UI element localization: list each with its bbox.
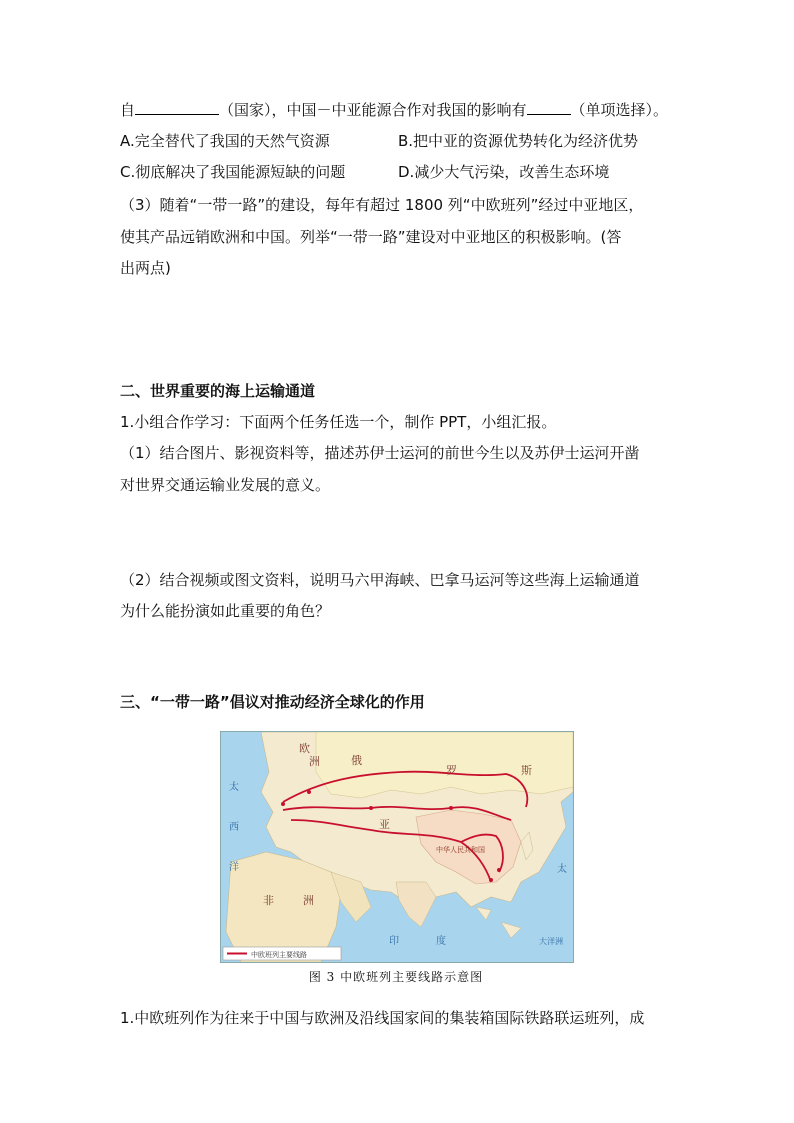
section2-item2-line1: （2）结合视频或图文资料，说明马六甲海峡、巴拿马运河等这些海上运输通道 [120,571,640,589]
map-label-africa-2: 洲 [303,894,314,907]
section2-item1-line2: 对世界交通运输业发展的意义。 [120,476,331,494]
option-b: B.把中亚的资源优势转化为经济优势 [398,132,639,150]
section2-item1-line1: （1）结合图片、影视资料等，描述苏伊士运河的前世今生以及苏伊士运河开凿 [120,444,640,462]
section2-heading: 二、世界重要的海上运输通道 [120,382,316,400]
q3-line-3: 出两点) [120,259,171,277]
map-label-atlantic-2: 西 [229,822,239,833]
map-label-russia-2: 罗 [446,764,457,777]
city-dot [369,806,373,810]
section3-paragraph: 1.中欧班列作为往来于中国与欧洲及沿线国家间的集装箱国际铁路联运班列，成 [120,1009,645,1027]
map-legend-label: 中欧班列主要线路 [251,951,307,959]
city-dot [489,878,493,882]
q2-intro-post: （单项选择）。 [570,101,669,119]
map-svg [221,732,573,962]
city-dot [281,802,285,806]
map-label-oceania: 大洋洲 [539,937,563,946]
map-label-atlantic-1: 太 [229,782,239,793]
option-a: A.完全替代了我国的天然气资源 [120,132,330,150]
map-label-atlantic-3: 洋 [229,862,239,873]
map-label-russia-3: 斯 [521,764,532,777]
city-dot [307,790,311,794]
map-label-europe-1: 欧 [299,742,310,755]
map-label-russia-1: 俄 [351,754,362,767]
q2-intro-mid: （国家），中国－中亚能源合作对我国的影响有 [219,101,527,119]
map-label-china: 中华人民共和国 [436,846,485,854]
city-dot [497,868,501,872]
q2-intro-line [120,100,668,120]
section2-task: 1.小组合作学习：下面两个任务任选一个，制作 PPT，小组汇报。 [120,413,557,431]
section3-heading: 三、“一带一路”倡议对推动经济全球化的作用 [120,693,425,711]
map-caption: 图 3 中欧班列主要线路示意图 [308,970,484,984]
map-label-europe-2: 洲 [309,755,320,768]
map-label-india-1: 印 [389,936,399,947]
answer-blank-country[interactable] [135,100,219,115]
india-landmass [396,882,436,927]
option-c: C.彻底解决了我国能源短缺的问题 [120,163,346,181]
answer-blank-choice[interactable] [527,100,571,115]
china-europe-railway-map [220,731,574,963]
map-label-asia: 亚 [379,818,390,831]
q3-line-1: （3）随着“一带一路”的建设，每年有超过 1800 列“中欧班列”经过中亚地区， [120,196,644,214]
q2-intro-pre: 自 [120,101,136,119]
map-label-pacific: 太 [557,864,567,875]
map-label-africa-1: 非 [263,894,274,907]
q3-line-2: 使其产品远销欧洲和中国。列举“一带一路”建设对中亚地区的积极影响。(答 [120,228,622,246]
option-d: D.减少大气污染，改善生态环境 [398,163,610,181]
city-dot [449,806,453,810]
section2-item2-line2: 为什么能扮演如此重要的角色？ [120,602,331,620]
map-label-india-2: 度 [436,936,446,947]
